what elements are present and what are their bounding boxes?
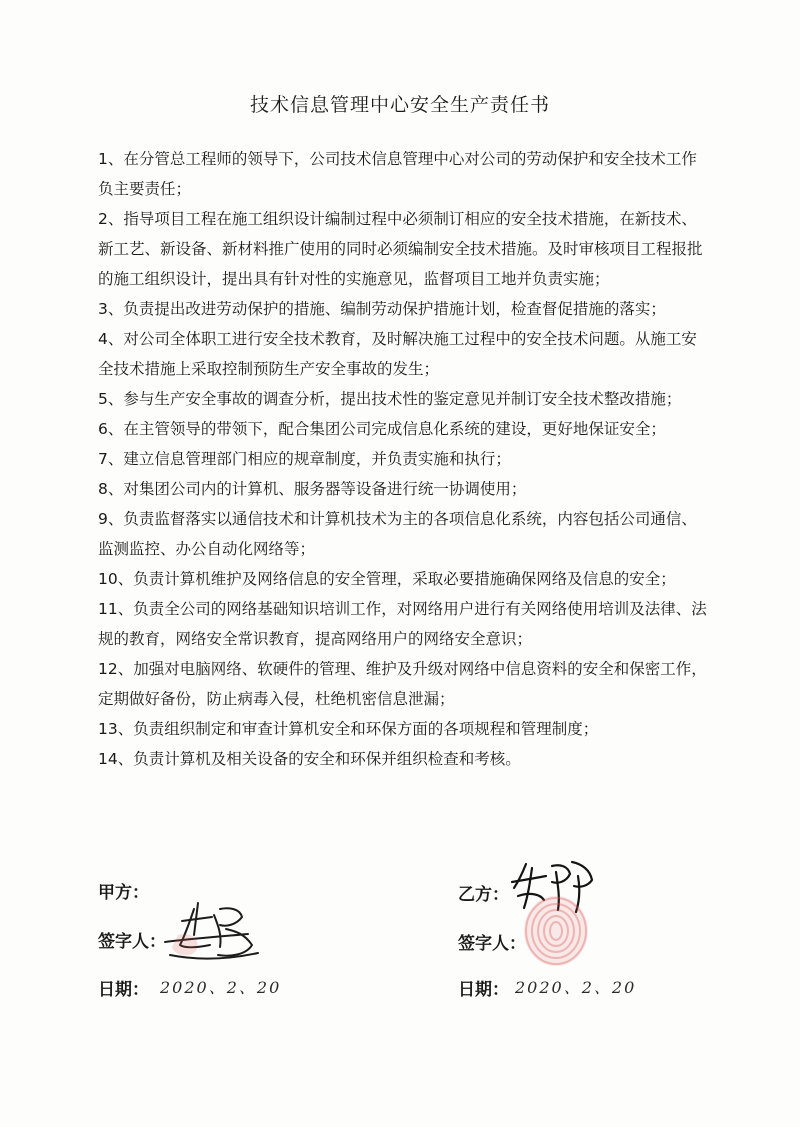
- clause-10: 10、负责计算机维护及网络信息的安全管理，采取必要措施确保网络及信息的安全；: [98, 570, 676, 588]
- party-b-signer-label: 签字人：: [458, 934, 526, 954]
- clause-4: 4、对公司全体职工进行安全技术教育，及时解决施工过程中的安全技术问题。从施工安全技术措施上采取控制预防生产安全事故的发生；: [98, 330, 697, 378]
- clause-8: 8、对集团公司内的计算机、服务器等设备进行统一协调使用；: [98, 480, 527, 498]
- party-a-signature: [160, 895, 265, 970]
- clause-11: 11、负责全公司的网络基础知识培训工作，对网络用户进行有关网络使用培训及法律、法规的教育，网络安全常识教育，提高网络用户的网络安全意识；: [98, 600, 707, 648]
- clause-2: 2、指导项目工程在施工组织设计编制过程中必须制订相应的安全技术措施，在新技术、新工艺、新设备、新材料推广使用的同时必须编制安全技术措施。及时审核项目工程报批的施工组织设计，提出具有针对性的实施意见，监督项目工地并负责实施；: [98, 210, 703, 288]
- clause-5: 5、参与生产安全事故的调查分析，提出技术性的鉴定意见并制订安全技术整改措施；: [98, 390, 682, 408]
- clause-3: 3、负责提出改进劳动保护的措施、编制劳动保护措施计划，检查督促措施的落实；: [98, 300, 666, 318]
- party-b-date-value: 2020、2、20: [515, 978, 637, 997]
- party-b-date-label: 日期：: [458, 980, 509, 1000]
- clause-7: 7、建立信息管理部门相应的规章制度，并负责实施和执行；: [98, 450, 511, 468]
- party-a-label: 甲方：: [98, 883, 149, 903]
- clause-1: 1、在分管总工程师的领导下，公司技术信息管理中心对公司的劳动保护和安全技术工作负主要责任；: [98, 150, 697, 198]
- clause-6: 6、在主管领导的带领下，配合集团公司完成信息化系统的建设，更好地保证安全；: [98, 420, 666, 438]
- party-b-label: 乙方：: [458, 885, 509, 905]
- clause-9: 9、负责监督落实以通信技术和计算机技术为主的各项信息化系统，内容包括公司通信、监测监控、办公自动化网络等；: [98, 510, 697, 558]
- clause-list: [98, 144, 710, 774]
- clause-12: 12、加强对电脑网络、软硬件的管理、维护及升级对网络中信息资料的安全和保密工作，定期做好备份，防止病毒入侵，杜绝机密信息泄漏；: [98, 660, 707, 708]
- party-a-signer-label: 签字人：: [98, 932, 166, 952]
- party-a-date-value: 2020、2、20: [160, 978, 282, 997]
- party-a-date-label: 日期：: [98, 980, 149, 1000]
- clause-14: 14、负责计算机及相关设备的安全和环保并组织检查和考核。: [98, 750, 521, 768]
- document-title: 技术信息管理中心安全生产责任书: [249, 94, 550, 116]
- clause-13: 13、负责组织制定和审查计算机安全和环保方面的各项规程和管理制度；: [98, 720, 599, 738]
- party-b-fingerprint: [520, 895, 592, 967]
